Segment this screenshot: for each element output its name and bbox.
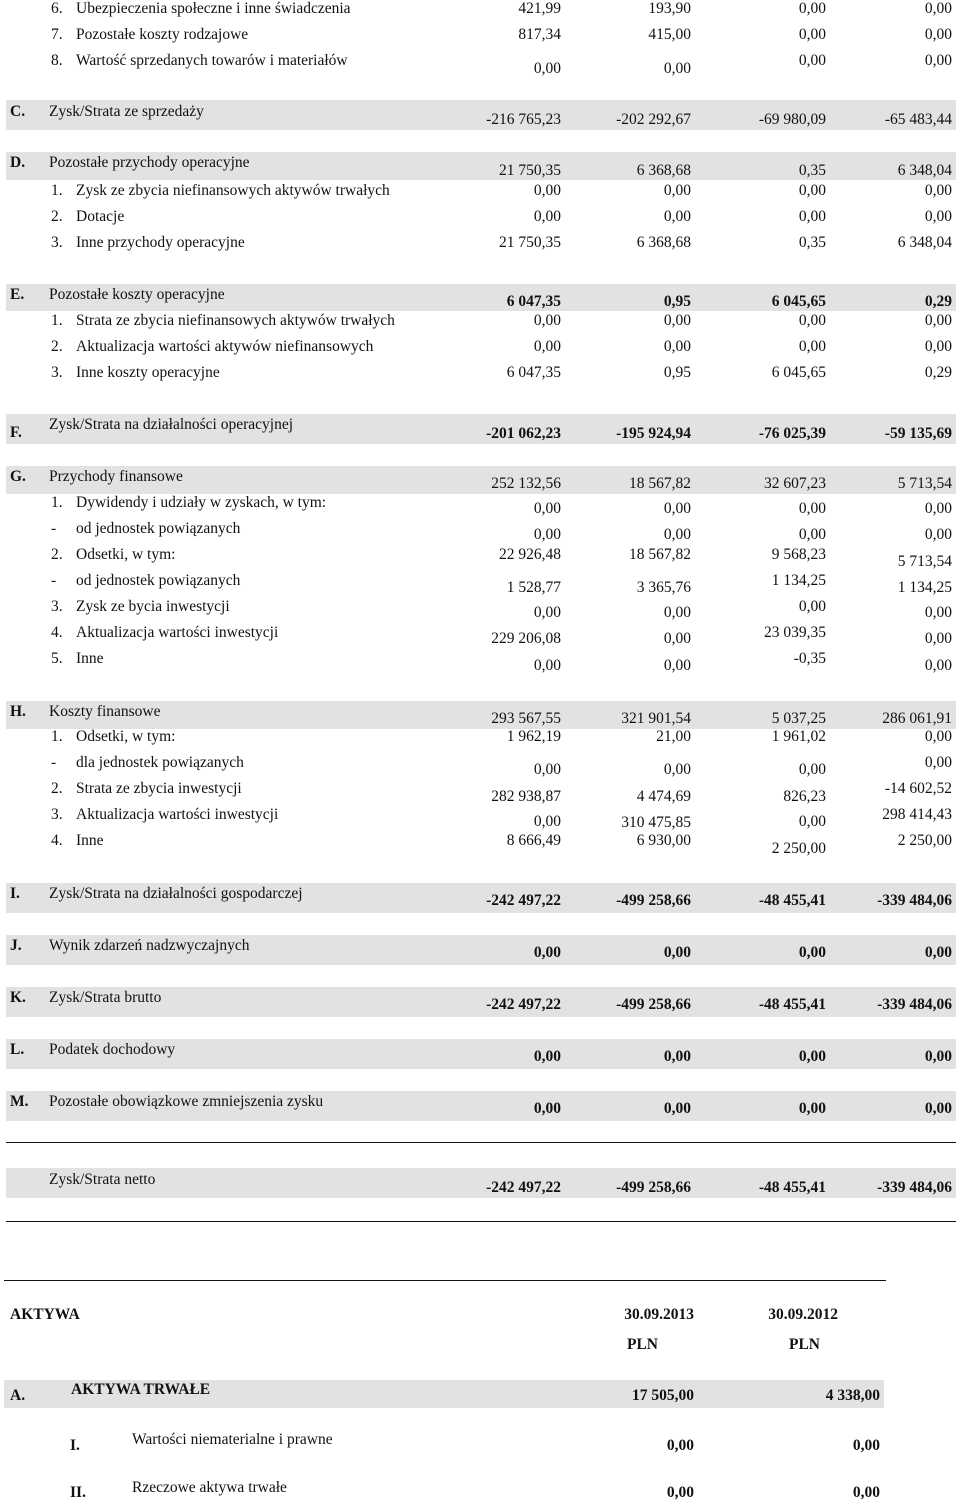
section-label: Pozostałe koszty operacyjne (49, 286, 225, 303)
value-cell: 0,00 (798, 1048, 826, 1065)
section-code: L. (10, 1041, 25, 1058)
row-label: Zysk ze bycia inwestycji (76, 598, 230, 615)
row-number: - (51, 572, 57, 589)
value-cell: 3 365,76 (636, 579, 691, 596)
value-cell: 0,00 (533, 813, 561, 830)
value-cell: 5 037,25 (771, 710, 826, 727)
value-cell: 18 567,82 (629, 475, 691, 492)
section-code: G. (10, 468, 26, 485)
value-cell: 193,90 (648, 0, 691, 17)
table-row (6, 572, 956, 598)
row-number: 5. (51, 650, 63, 667)
table-row (6, 26, 956, 48)
row-number: - (51, 754, 57, 771)
value-cell: -69 980,09 (758, 111, 826, 128)
value-cell: -339 484,06 (877, 892, 952, 909)
value-cell: 321 901,54 (621, 710, 691, 727)
value-cell: 8 666,49 (506, 832, 561, 849)
section-label: Rzeczowe aktywa trwałe (132, 1479, 287, 1496)
value-cell: -499 258,66 (616, 996, 691, 1013)
value-cell: 0,00 (852, 1437, 880, 1454)
value-cell: 0,00 (663, 60, 691, 77)
value-cell: 0,95 (663, 293, 691, 310)
aktywa-header-row (4, 1306, 884, 1330)
section-code: A. (10, 1387, 26, 1404)
value-cell: 0,00 (533, 944, 561, 961)
value-cell: 21 750,35 (499, 234, 561, 251)
table-row (6, 780, 956, 806)
row-number: 4. (51, 624, 63, 641)
value-cell: 0,00 (924, 754, 952, 771)
value-cell: 0,00 (924, 604, 952, 621)
table-row (6, 338, 956, 360)
value-cell: 6 368,68 (636, 234, 691, 251)
row-label: Aktualizacja wartości aktywów niefinansowych (76, 338, 374, 355)
row-number: 1. (51, 312, 63, 329)
value-cell: -65 483,44 (884, 111, 952, 128)
value-cell: 6 930,00 (636, 832, 691, 849)
value-cell: 0,00 (663, 630, 691, 647)
value-cell: 0,00 (533, 60, 561, 77)
value-cell: 23 039,35 (764, 624, 826, 641)
value-cell: 0,95 (663, 364, 691, 381)
section-code: H. (10, 703, 26, 720)
table-row (6, 312, 956, 334)
value-cell: 32 607,23 (764, 475, 826, 492)
value-cell: 0,00 (924, 182, 952, 199)
row-number: 2. (51, 780, 63, 797)
aktywa-title: AKTYWA (10, 1306, 80, 1323)
section-label: Pozostałe przychody operacyjne (49, 154, 250, 171)
aktywa-row-a (4, 1380, 884, 1408)
row-label: Strata ze zbycia inwestycji (76, 780, 242, 797)
row-number: - (51, 520, 57, 537)
value-cell: 0,00 (924, 944, 952, 961)
value-cell: -201 062,23 (486, 425, 561, 442)
value-cell: -499 258,66 (616, 892, 691, 909)
aktywa-currency-row (4, 1336, 884, 1360)
value-cell: 0,00 (663, 208, 691, 225)
value-cell: 0,00 (798, 944, 826, 961)
value-cell: 4 474,69 (636, 788, 691, 805)
value-cell: -499 258,66 (616, 1179, 691, 1196)
value-cell: 0,00 (798, 761, 826, 778)
value-cell: 0,00 (924, 338, 952, 355)
value-cell: 0,00 (924, 500, 952, 517)
value-cell: 6 045,65 (771, 293, 826, 310)
value-cell: 0,00 (533, 312, 561, 329)
section-row-e (6, 284, 956, 311)
value-cell: 293 567,55 (491, 710, 561, 727)
row-number: 1. (51, 494, 63, 511)
section-code: II. (70, 1484, 86, 1501)
row-label: Inne (76, 832, 104, 849)
value-cell: 0,00 (798, 312, 826, 329)
value-cell: 0,00 (852, 1484, 880, 1501)
value-cell: 0,00 (924, 312, 952, 329)
value-cell: 0,00 (798, 0, 826, 17)
value-cell: 1 962,19 (506, 728, 561, 745)
value-cell: 0,00 (666, 1437, 694, 1454)
column-currency: PLN (627, 1336, 658, 1353)
row-number: 3. (51, 806, 63, 823)
value-cell: 0,00 (533, 1048, 561, 1065)
value-cell: 4 338,00 (825, 1387, 880, 1404)
value-cell: 0,00 (924, 26, 952, 43)
row-label: Aktualizacja wartości inwestycji (76, 806, 279, 823)
section-row-m (6, 1091, 956, 1121)
table-row (6, 754, 956, 780)
value-cell: 282 938,87 (491, 788, 561, 805)
value-cell: 0,00 (924, 526, 952, 543)
value-cell: 1 134,25 (897, 579, 952, 596)
value-cell: 0,29 (924, 364, 952, 381)
section-code: F. (10, 424, 22, 441)
value-cell: 0,00 (533, 338, 561, 355)
row-label: Odsetki, w tym: (76, 546, 176, 563)
section-code: D. (10, 154, 26, 171)
value-cell: 0,00 (798, 526, 826, 543)
value-cell: 0,00 (798, 208, 826, 225)
value-cell: -216 765,23 (486, 111, 561, 128)
section-row-l (6, 1039, 956, 1069)
row-number: 1. (51, 728, 63, 745)
row-number: 3. (51, 364, 63, 381)
value-cell: -59 135,69 (884, 425, 952, 442)
row-label: od jednostek powiązanych (76, 572, 241, 589)
value-cell: 0,00 (533, 500, 561, 517)
value-cell: 826,23 (783, 788, 826, 805)
section-label: Zysk/Strata netto (49, 1171, 156, 1188)
row-number: 8. (51, 52, 63, 69)
section-row-i (6, 883, 956, 913)
row-label: Wartość sprzedanych towarów i materiałów (76, 52, 348, 69)
table-row (6, 182, 956, 204)
row-label: Zysk ze zbycia niefinansowych aktywów trwałych (76, 182, 390, 199)
table-row (6, 234, 956, 256)
value-cell: 0,00 (798, 1100, 826, 1117)
section-code: C. (10, 103, 26, 120)
value-cell: 0,00 (533, 761, 561, 778)
table-row (6, 364, 956, 386)
row-number: 3. (51, 598, 63, 615)
value-cell: 0,00 (533, 604, 561, 621)
value-cell: 0,00 (663, 526, 691, 543)
value-cell: 18 567,82 (629, 546, 691, 563)
value-cell: 0,00 (663, 761, 691, 778)
value-cell: 6 047,35 (506, 364, 561, 381)
value-cell: 421,99 (518, 0, 561, 17)
section-label: Zysk/Strata na działalności gospodarczej (49, 885, 303, 902)
column-date: 30.09.2013 (624, 1306, 694, 1323)
row-label: Dotacje (76, 208, 125, 225)
section-row-k (6, 987, 956, 1017)
row-number: 7. (51, 26, 63, 43)
row-label: Inne przychody operacyjne (76, 234, 245, 251)
divider (6, 1221, 956, 1222)
value-cell: 1 528,77 (506, 579, 561, 596)
section-label: Pozostałe obowiązkowe zmniejszenia zysku (49, 1093, 324, 1110)
value-cell: 0,00 (663, 1048, 691, 1065)
table-row (6, 546, 956, 572)
value-cell: -339 484,06 (877, 1179, 952, 1196)
value-cell: -48 455,41 (758, 996, 826, 1013)
value-cell: -48 455,41 (758, 1179, 826, 1196)
section-row-f (6, 414, 956, 444)
value-cell: 0,00 (924, 0, 952, 17)
row-label: Ubezpieczenia społeczne i inne świadczenia (76, 0, 351, 17)
section-row-c (6, 100, 956, 130)
table-row (6, 832, 956, 862)
value-cell: 0,29 (924, 293, 952, 310)
value-cell: 21 750,35 (499, 162, 561, 179)
row-label: Inne (76, 650, 104, 667)
row-label: Strata ze zbycia niefinansowych aktywów trwałych (76, 312, 395, 329)
value-cell: 21,00 (656, 728, 691, 745)
value-cell: 0,00 (798, 500, 826, 517)
value-cell: 0,00 (798, 182, 826, 199)
section-code: J. (10, 937, 22, 954)
divider (6, 1142, 956, 1143)
row-label: Dywidendy i udziały w zyskach, w tym: (76, 494, 327, 511)
value-cell: -195 924,94 (616, 425, 691, 442)
section-row-j (6, 935, 956, 965)
value-cell: 2 250,00 (771, 840, 826, 857)
row-label: Pozostałe koszty rodzajowe (76, 26, 249, 43)
section-label: Podatek dochodowy (49, 1041, 176, 1058)
section-label: Zysk/Strata ze sprzedaży (49, 103, 204, 120)
section-code: I. (10, 885, 20, 902)
value-cell: 0,00 (798, 598, 826, 615)
value-cell: 0,00 (663, 604, 691, 621)
value-cell: -242 497,22 (486, 1179, 561, 1196)
table-row (6, 52, 956, 82)
value-cell: 0,00 (798, 813, 826, 830)
row-number: 3. (51, 234, 63, 251)
value-cell: 310 475,85 (621, 814, 691, 831)
value-cell: 0,00 (798, 52, 826, 69)
section-code: I. (70, 1437, 80, 1454)
net-result-row (6, 1168, 956, 1198)
section-label: Zysk/Strata brutto (49, 989, 162, 1006)
row-label: Inne koszty operacyjne (76, 364, 220, 381)
value-cell: 0,00 (663, 338, 691, 355)
table-row (6, 728, 956, 752)
value-cell: 5 713,54 (897, 553, 952, 570)
section-row-d (6, 152, 956, 180)
value-cell: 6 348,04 (897, 162, 952, 179)
value-cell: 2 250,00 (897, 832, 952, 849)
value-cell: 6 348,04 (897, 234, 952, 251)
value-cell: 0,00 (924, 1100, 952, 1117)
value-cell: 0,00 (663, 312, 691, 329)
value-cell: 6 368,68 (636, 162, 691, 179)
value-cell: 0,00 (663, 1100, 691, 1117)
value-cell: 0,35 (798, 162, 826, 179)
value-cell: 0,00 (924, 728, 952, 745)
value-cell: 9 568,23 (771, 546, 826, 563)
aktywa-row-i (4, 1430, 884, 1458)
row-number: 2. (51, 338, 63, 355)
value-cell: 817,34 (518, 26, 561, 43)
table-row (6, 208, 956, 230)
value-cell: -339 484,06 (877, 996, 952, 1013)
value-cell: 0,00 (924, 52, 952, 69)
table-row (6, 624, 956, 650)
value-cell: 0,00 (663, 500, 691, 517)
value-cell: 6 047,35 (506, 293, 561, 310)
section-label: Wartości niematerialne i prawne (132, 1431, 333, 1448)
value-cell: 6 045,65 (771, 364, 826, 381)
section-label: Przychody finansowe (49, 468, 183, 485)
table-row (6, 650, 956, 680)
row-number: 4. (51, 832, 63, 849)
section-code: E. (10, 286, 25, 303)
table-row (6, 520, 956, 544)
row-label: dla jednostek powiązanych (76, 754, 244, 771)
section-code: M. (10, 1093, 29, 1110)
row-number: 1. (51, 182, 63, 199)
value-cell: 298 414,43 (882, 806, 952, 823)
row-number: 2. (51, 208, 63, 225)
value-cell: -76 025,39 (758, 425, 826, 442)
section-row-g (6, 466, 956, 494)
value-cell: 0,00 (666, 1484, 694, 1501)
value-cell: 0,00 (533, 657, 561, 674)
column-currency: PLN (789, 1336, 820, 1353)
section-label: Zysk/Strata na działalności operacyjnej (49, 416, 294, 433)
value-cell: 5 713,54 (897, 475, 952, 492)
value-cell: 1 134,25 (771, 572, 826, 589)
value-cell: 0,00 (924, 657, 952, 674)
value-cell: 0,00 (798, 26, 826, 43)
value-cell: 229 206,08 (491, 630, 561, 647)
value-cell: 0,00 (924, 1048, 952, 1065)
value-cell: -242 497,22 (486, 996, 561, 1013)
value-cell: 0,00 (924, 630, 952, 647)
row-number: 6. (51, 0, 63, 17)
value-cell: 0,00 (663, 944, 691, 961)
value-cell: 0,00 (663, 182, 691, 199)
table-row (6, 0, 956, 22)
value-cell: -0,35 (793, 650, 826, 667)
section-label: AKTYWA TRWAŁE (71, 1381, 211, 1398)
value-cell: -14 602,52 (884, 780, 952, 797)
table-row (6, 806, 956, 832)
value-cell: 0,00 (533, 1100, 561, 1117)
section-row-h (6, 701, 956, 729)
value-cell: 0,00 (924, 208, 952, 225)
divider (4, 1280, 886, 1281)
value-cell: 17 505,00 (632, 1387, 694, 1404)
row-label: Aktualizacja wartości inwestycji (76, 624, 279, 641)
value-cell: 415,00 (648, 26, 691, 43)
value-cell: 0,00 (533, 182, 561, 199)
table-row (6, 494, 956, 518)
section-label: Koszty finansowe (49, 703, 161, 720)
value-cell: 0,00 (798, 338, 826, 355)
value-cell: -202 292,67 (616, 111, 691, 128)
column-date: 30.09.2012 (768, 1306, 838, 1323)
value-cell: -48 455,41 (758, 892, 826, 909)
row-number: 2. (51, 546, 63, 563)
value-cell: 286 061,91 (882, 710, 952, 727)
section-label: Wynik zdarzeń nadzwyczajnych (49, 937, 250, 954)
value-cell: 252 132,56 (491, 475, 561, 492)
value-cell: 22 926,48 (499, 546, 561, 563)
value-cell: 0,00 (533, 526, 561, 543)
table-row (6, 598, 956, 624)
row-label: Odsetki, w tym: (76, 728, 176, 745)
value-cell: 0,00 (533, 208, 561, 225)
section-code: K. (10, 989, 26, 1006)
value-cell: 1 961,02 (771, 728, 826, 745)
value-cell: 0,35 (798, 234, 826, 251)
value-cell: 0,00 (663, 657, 691, 674)
value-cell: -242 497,22 (486, 892, 561, 909)
row-label: od jednostek powiązanych (76, 520, 241, 537)
aktywa-row-ii (4, 1478, 884, 1504)
